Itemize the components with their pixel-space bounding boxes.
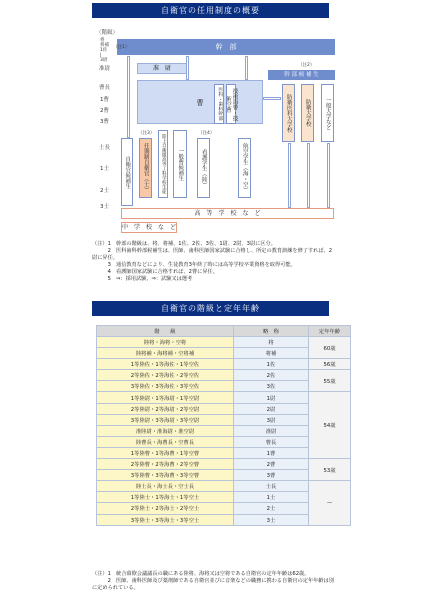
arrow-connector [307,143,310,208]
rank-sergeant2: 2曹 [100,108,109,114]
abbr-cell: 2佐 [234,370,309,381]
abbr-cell: 士長 [234,481,309,492]
arrow-connector [263,97,281,100]
rank-shicho: 士長 [99,145,111,151]
note-line: 2 医科歯科幹部候補生は、医師、歯科医師国家試験に合格し、所定の教育訓練を修了すれば、2尉に昇任。 [92,248,333,261]
box-medical-officer: 医科・歯科幹部 [214,84,224,124]
sergeant-box: 曹 [137,80,263,124]
rank-cell: 陸曹長・海曹長・空曹長 [97,436,234,447]
abbr-cell: 1士 [234,492,309,503]
rank-cell: 3等陸曹・3等海曹・3等空曹 [97,470,234,481]
box-technical-school: 陸上自衛隊高等工科学校生徒 [158,130,168,198]
section1-title: 自衛官の任用制度の概要 [92,3,329,18]
rank-axis-label: 〈階級〉 [96,30,119,36]
abbr-cell: 2曹 [234,459,309,470]
note-line: 5 ⇒：採用試験、⇒：試験又は選考 [92,276,193,282]
diagram-notes [92,241,336,283]
table-row [97,481,351,492]
arrow-connector [245,56,248,80]
abbr-cell: 曹長 [234,436,309,447]
abbr-cell: 将補 [234,348,309,359]
middle-school-bar: 中 学 校 な ど [122,224,177,231]
rank-cell: 2等陸尉・2等海尉・2等空尉 [97,403,234,414]
rank-cell: 2等陸士・2等海士・2等空士 [97,503,234,514]
table-row [97,370,351,381]
rank-private3: 3士 [100,204,109,210]
table-header: 略 称 [234,326,309,337]
table-row [97,392,351,403]
table-row [97,459,351,470]
rank-cell: 1等陸曹・1等海曹・1等空曹 [97,447,234,458]
box-aviation-student: 航空学生（海・空） [238,138,251,198]
note-marker-3: （注3） [138,131,155,136]
rank-private1: 1士 [100,166,109,172]
table-row [97,337,351,348]
note-marker-1: （注1） [113,45,130,50]
table-notes [92,571,338,592]
abbr-cell: 3曹 [234,470,309,481]
box-general-university: 一般大学など [321,84,334,142]
age-cell: 54歳 [309,392,351,459]
box-fixed-term: 任期制自衛官（士） [139,138,152,198]
box-jieikan-kohosei: 自衛官候補生 [121,138,133,206]
note-line: 2 医師、歯科医師及び薬剤師である自衛官並びに音楽などの職務に携わる自衛官の定年年齢は別に定められている。 [92,578,334,591]
rank-officer-group: 将 将補 1佐 | 3尉 [100,38,109,63]
table-header: 階 級 [97,326,234,337]
box-defense-academy: 防衛大学校 [301,84,314,142]
rank-cell: 陸士長・海士長・空士長 [97,481,234,492]
section2-title: 自衛官の階級と定年年齢 [92,301,329,316]
age-cell: 60歳 [309,337,351,359]
rank-cell: 1等陸士・1等海士・1等空士 [97,492,234,503]
rank-sergeant3: 3曹 [100,119,109,125]
rank-socho: 曹長 [99,85,111,91]
abbr-cell: 2士 [234,503,309,514]
table-header-row [97,326,351,337]
rank-cell: 1等陸佐・1等海佐・1等空佐 [97,359,234,370]
rank-cell: 2等陸佐・2等海佐・2等空佐 [97,370,234,381]
note-line: 4 看護師国家試験に合格すれば、2曹に昇任。 [92,269,218,275]
officer-candidate-box: 幹 部 候 補 生 [268,70,335,80]
box-technical-sergeant: 技術海曹・技術空曹 [226,84,236,124]
arrow-connector [186,56,189,80]
note-marker-2: （注2） [298,63,315,68]
box-general-candidate: 一般曹候補生 [173,130,187,198]
rank-cell: 陸将・海将・空将 [97,337,234,348]
note-marker-4: （注4） [198,131,215,136]
age-cell: 55歳 [309,370,351,392]
abbr-cell: 1曹 [234,447,309,458]
age-cell: 53歳 [309,459,351,481]
rank-junior: 准尉 [99,66,111,72]
abbr-cell: 3士 [234,514,309,525]
abbr-cell: 2尉 [234,403,309,414]
table-header: 定年年齢 [309,326,351,337]
abbr-cell: 准尉 [234,425,309,436]
note-line: （注）1 統合幕僚会議議長の職にある陸将、海将又は空将である自衛官の定年年齢は62歳。 [92,571,310,577]
officer-bar: 幹 部 [117,39,335,55]
abbr-cell: 1尉 [234,392,309,403]
age-cell: 56歳 [309,359,351,370]
abbr-cell: 3佐 [234,381,309,392]
table-row [97,359,351,370]
arrow-connector [288,143,291,208]
rank-sergeant1: 1曹 [100,97,109,103]
abbr-cell: 1佐 [234,359,309,370]
arrow-connector [327,143,330,208]
rank-cell: 准陸尉・准海尉・准空尉 [97,425,234,436]
rank-cell: 3等陸尉・3等海尉・3等空尉 [97,414,234,425]
abbr-cell: 3尉 [234,414,309,425]
rank-cell: 1等陸尉・1等海尉・1等空尉 [97,392,234,403]
rank-cell: 2等陸曹・2等海曹・2等空曹 [97,459,234,470]
rank-cell: 3等陸佐・3等海佐・3等空佐 [97,381,234,392]
arrow-connector [127,56,130,138]
rank-cell: 3等陸士・3等海士・3等空士 [97,514,234,525]
abbr-cell: 将 [234,337,309,348]
rank-table [96,325,351,526]
high-school-bar: 高 等 学 校 な ど [121,208,334,219]
box-medical-college: 防衛医科大学校 [282,84,295,142]
junior-officer-box: 准 尉 [137,63,187,74]
box-nursing-student: 看護学生（陸） [197,138,210,198]
age-cell: — [309,481,351,525]
note-line: 3 通信教育などにより、生徒教育3年終了時には高等学校卒業資格を取得可能。 [92,262,296,268]
rank-private2: 2士 [100,188,109,194]
rank-cell: 陸将補・海将補・空将補 [97,348,234,359]
note-line: （注）1 幹部の階級は、将、将補、1佐、2佐、3佐、1尉、2尉、3尉に区分。 [92,241,276,247]
